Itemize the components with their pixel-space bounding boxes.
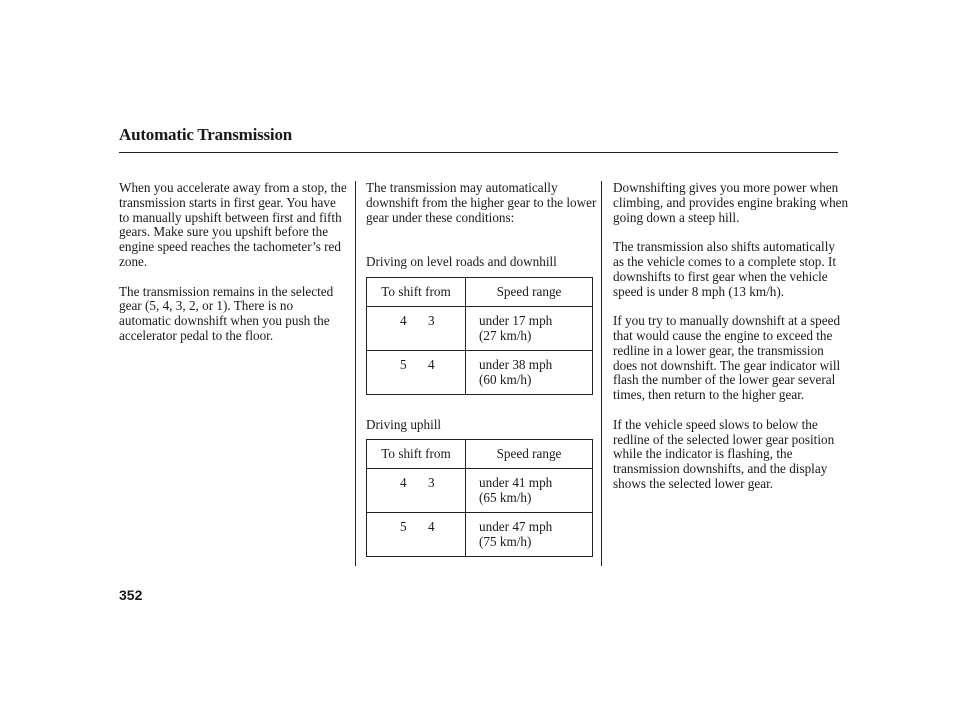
speed-metric: (60 km/h) — [479, 371, 532, 387]
speed-cell — [466, 513, 593, 557]
gear-cell — [367, 307, 466, 351]
speed-value: under 38 mph — [479, 357, 553, 372]
level-roads-label: Driving on level roads and downhill — [366, 254, 557, 269]
speed-cell — [466, 307, 593, 351]
page-title: Automatic Transmission — [119, 125, 293, 144]
gear-to: 3 — [428, 313, 435, 328]
paragraph: When you accelerate away from a stop, the transmission starts in first gear. You have to manually upshift between first and fifth gears. Make sure you upshift before the engine speed reaches the tachometer’s red zone. — [119, 180, 347, 269]
paragraph: Downshifting gives you more power when climbing, and provides engine braking when going down a steep hill. — [613, 180, 849, 225]
column-1 — [119, 181, 347, 359]
speed-metric: (27 km/h) — [479, 327, 532, 343]
speed-metric: (65 km/h) — [479, 489, 532, 505]
gear-to: 3 — [428, 475, 435, 490]
gear-cell — [367, 351, 466, 395]
gear-to: 4 — [428, 357, 435, 372]
gear-from: 4 — [400, 475, 407, 490]
title-divider — [119, 152, 838, 153]
header-speed-range: Speed range — [466, 278, 593, 307]
gear-to: 4 — [428, 519, 435, 534]
speed-value: under 17 mph — [479, 313, 553, 328]
uphill-label: Driving uphill — [366, 417, 442, 432]
table-row — [367, 469, 593, 513]
header-speed-range: Speed range — [466, 440, 593, 469]
level-roads-shift-table — [366, 277, 593, 395]
paragraph: If you try to manually downshift at a speed that would cause the engine to exceed the redline in a lower gear, the transmission does not downshift. The gear indicator will flash the number of the lower gear several times, then return to the higher gear. — [613, 313, 841, 403]
table-header-row — [367, 440, 593, 469]
gear-from: 5 — [400, 357, 407, 372]
header-shift-from: To shift from — [367, 278, 466, 307]
uphill-shift-table — [366, 439, 593, 557]
page-number: 352 — [119, 587, 143, 603]
gear-cell — [367, 513, 466, 557]
speed-value: under 41 mph — [479, 475, 553, 490]
paragraph: The transmission may automatically downshift from the higher gear to the lower gear under these conditions: — [366, 180, 597, 225]
header-shift-from: To shift from — [367, 440, 466, 469]
speed-metric: (75 km/h) — [479, 533, 532, 549]
table-row — [367, 307, 593, 351]
table-row — [367, 513, 593, 557]
column-2 — [366, 181, 598, 240]
gear-cell — [367, 469, 466, 513]
table-header-row — [367, 278, 593, 307]
gear-from: 4 — [400, 313, 407, 328]
column-divider-2 — [601, 181, 602, 566]
paragraph: If the vehicle speed slows to below the redline of the selected lower gear position while the indicator is flashing, the transmission downshifts, and the display shows the selected lower gear. — [613, 416, 835, 491]
column-3 — [613, 181, 849, 507]
speed-cell — [466, 469, 593, 513]
paragraph: The transmission also shifts automatically as the vehicle comes to a complete stop. It downshifts to first gear when the vehicle speed is under 8 mph (13 km/h). — [613, 239, 837, 299]
speed-cell — [466, 351, 593, 395]
column-divider-1 — [355, 181, 356, 566]
paragraph: The transmission remains in the selected gear (5, 4, 3, 2, or 1). There is no automatic downshift when you push the accelerator pedal to the floor. — [119, 283, 334, 343]
speed-value: under 47 mph — [479, 519, 553, 534]
gear-from: 5 — [400, 519, 407, 534]
table-row — [367, 351, 593, 395]
